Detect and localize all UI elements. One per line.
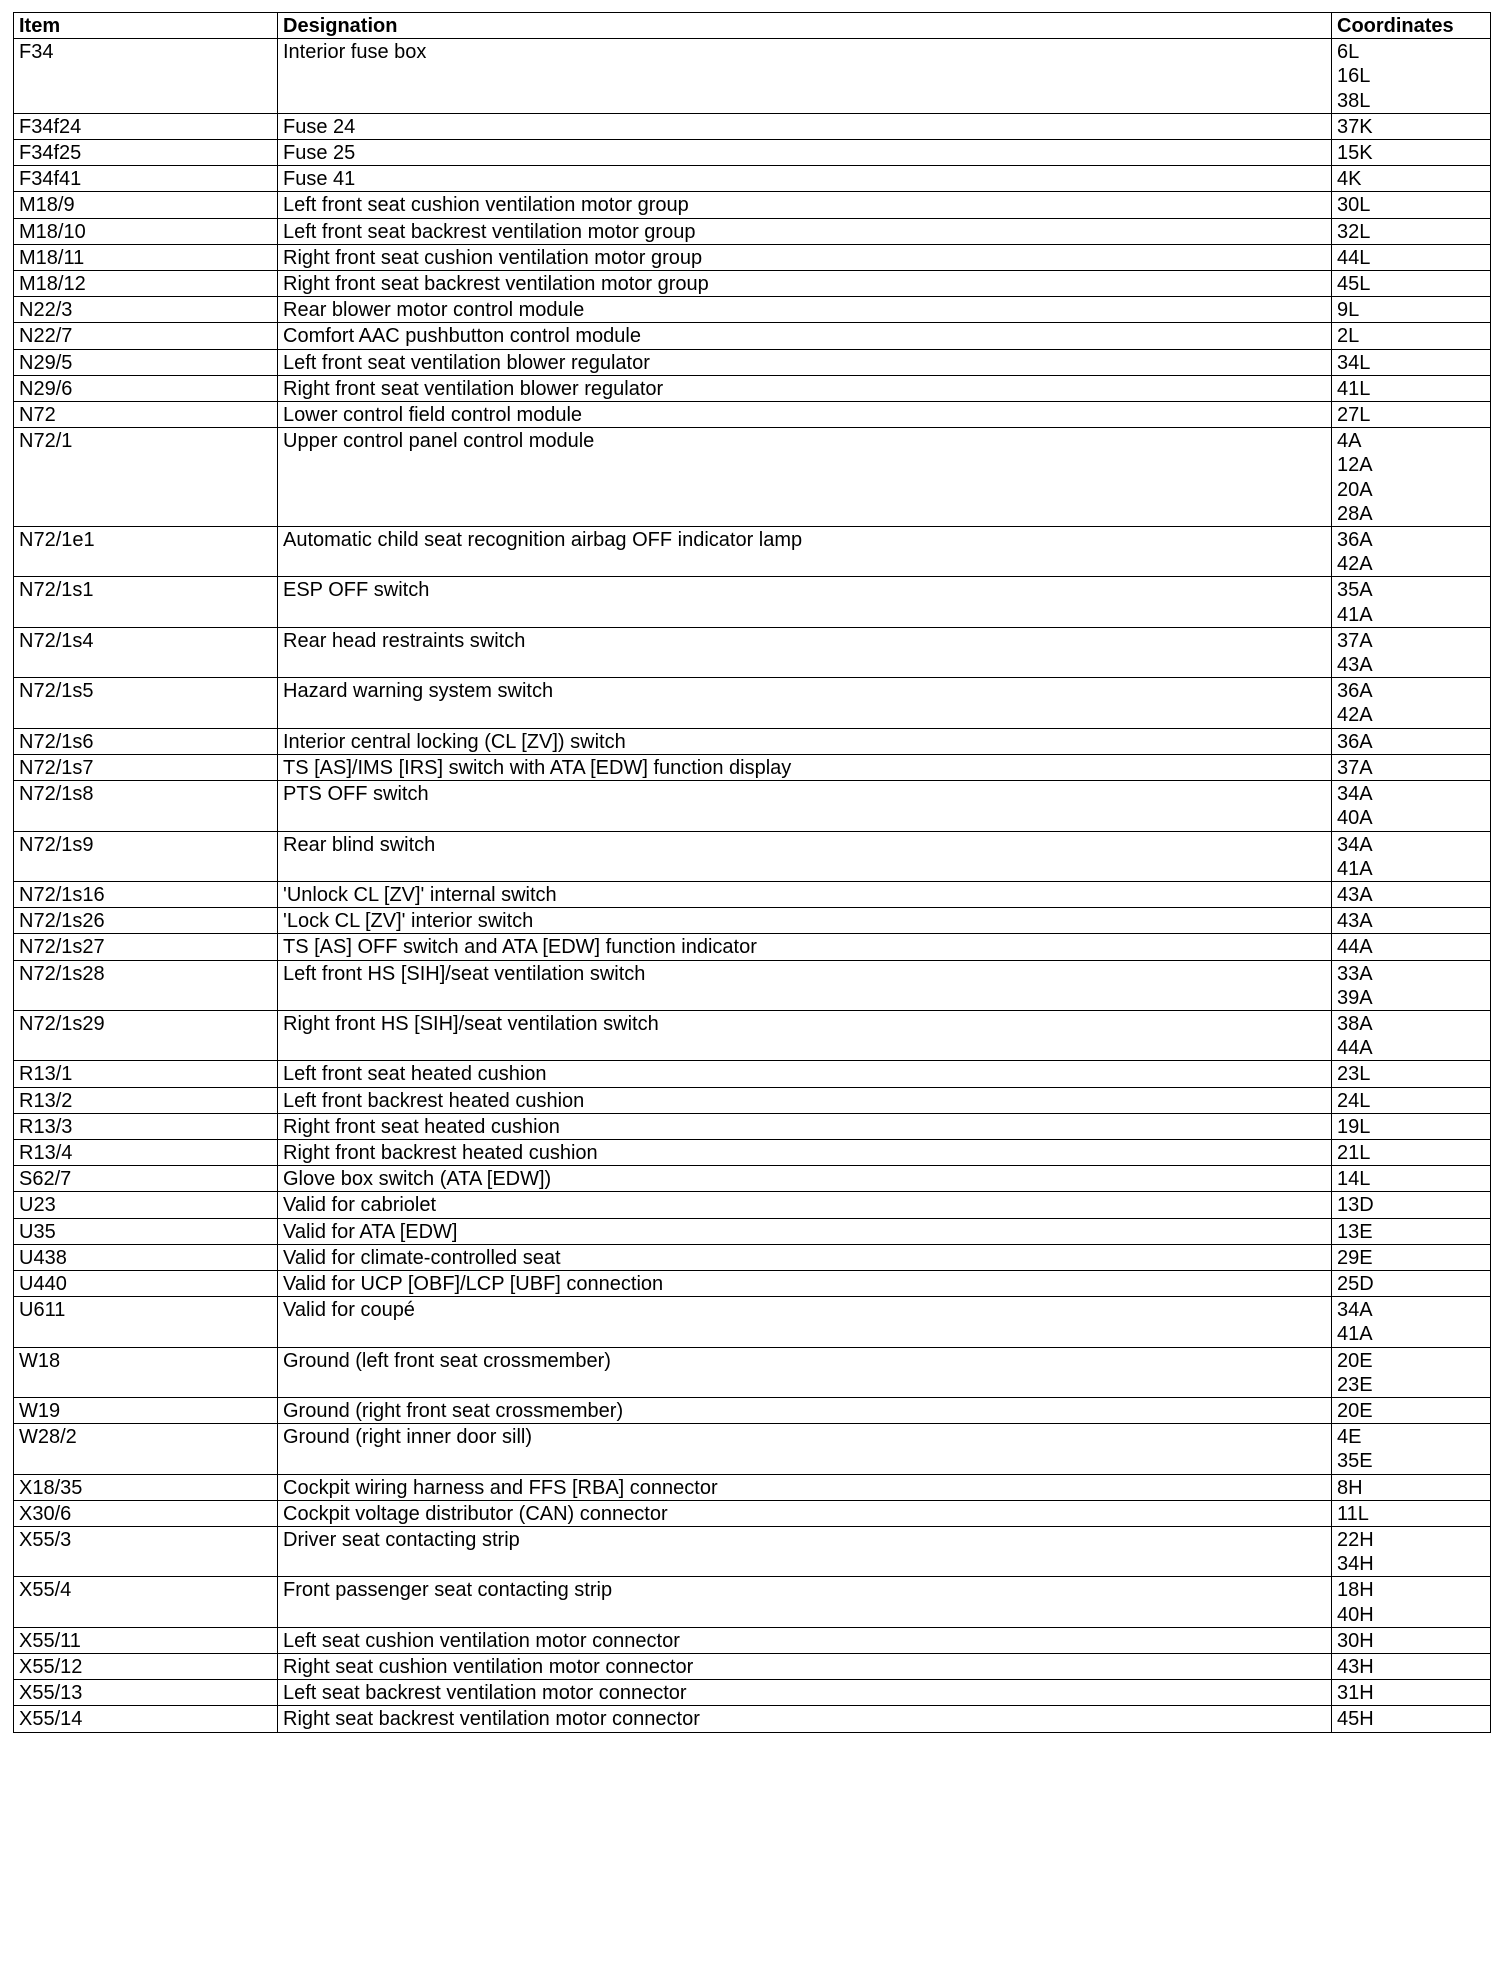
coordinates-cell: [1332, 1218, 1491, 1244]
table-row: [14, 577, 1491, 627]
table-row: [14, 934, 1491, 960]
coordinate-value: 19L: [1337, 1115, 1371, 1138]
item-cell: M18/12: [14, 271, 278, 297]
designation-cell: Automatic child seat recognition airbag OFF indicator lamp: [278, 527, 1332, 577]
table-row: [14, 375, 1491, 401]
item-cell: N29/5: [14, 349, 278, 375]
coordinate-value: 34A: [1337, 1299, 1373, 1322]
coordinates-cell: [1332, 1654, 1491, 1680]
item-cell: N22/3: [14, 297, 278, 323]
item-cell: U440: [14, 1270, 278, 1296]
coordinates-cell: [1332, 781, 1491, 831]
coordinate-value: 23L: [1337, 1063, 1371, 1086]
coordinates-cell: [1332, 1087, 1491, 1113]
table-row: [14, 678, 1491, 728]
component-legend-table: [13, 12, 1491, 1733]
coordinate-value: 35A: [1337, 579, 1373, 602]
table-row: [14, 1218, 1491, 1244]
table-body: [14, 39, 1491, 1732]
table-row: [14, 428, 1491, 527]
designation-cell: 'Lock CL [ZV]' interior switch: [278, 908, 1332, 934]
table-row: [14, 1706, 1491, 1732]
item-cell: W28/2: [14, 1424, 278, 1474]
item-cell: N72/1e1: [14, 527, 278, 577]
item-cell: X18/35: [14, 1474, 278, 1500]
coordinate-value: 42A: [1337, 704, 1373, 727]
table-row: [14, 1526, 1491, 1576]
designation-cell: ESP OFF switch: [278, 577, 1332, 627]
coordinate-value: 42A: [1337, 553, 1373, 576]
item-cell: W19: [14, 1397, 278, 1423]
coordinates-cell: [1332, 527, 1491, 577]
item-cell: X55/14: [14, 1706, 278, 1732]
coordinate-value: 40H: [1337, 1603, 1374, 1626]
table-row: [14, 1139, 1491, 1165]
coordinate-value: 15K: [1337, 142, 1373, 165]
table-row: [14, 1424, 1491, 1474]
table-row: [14, 271, 1491, 297]
table-row: [14, 218, 1491, 244]
coordinate-value: 38A: [1337, 1012, 1373, 1035]
item-cell: N72/1s6: [14, 728, 278, 754]
designation-cell: Left front HS [SIH]/seat ventilation switch: [278, 960, 1332, 1010]
coordinates-cell: [1332, 1526, 1491, 1576]
coordinates-cell: [1332, 1500, 1491, 1526]
coordinate-value: 14L: [1337, 1168, 1371, 1191]
designation-cell: Ground (left front seat crossmember): [278, 1347, 1332, 1397]
coordinate-value: 25D: [1337, 1272, 1374, 1295]
coordinates-cell: [1332, 577, 1491, 627]
coordinates-cell: [1332, 140, 1491, 166]
coordinate-value: 4A: [1337, 430, 1362, 453]
table-row: [14, 1061, 1491, 1087]
coordinate-value: 9L: [1337, 299, 1360, 322]
designation-cell: Interior fuse box: [278, 39, 1332, 114]
coordinates-cell: [1332, 1577, 1491, 1627]
coordinate-value: 29E: [1337, 1246, 1373, 1269]
coordinate-value: 45H: [1337, 1708, 1374, 1731]
designation-cell: Cockpit wiring harness and FFS [RBA] connector: [278, 1474, 1332, 1500]
designation-cell: Right front seat ventilation blower regulator: [278, 375, 1332, 401]
designation-cell: Valid for coupé: [278, 1297, 1332, 1347]
item-cell: F34: [14, 39, 278, 114]
coordinate-value: 41A: [1337, 1323, 1373, 1346]
item-cell: R13/4: [14, 1139, 278, 1165]
item-cell: U35: [14, 1218, 278, 1244]
coordinate-value: 36A: [1337, 730, 1373, 753]
table-row: [14, 1010, 1491, 1060]
item-cell: F34f41: [14, 166, 278, 192]
item-cell: R13/1: [14, 1061, 278, 1087]
designation-cell: Left front backrest heated cushion: [278, 1087, 1332, 1113]
item-cell: N72/1s26: [14, 908, 278, 934]
coordinate-value: 32L: [1337, 220, 1371, 243]
coordinate-value: 34L: [1337, 351, 1371, 374]
designation-cell: Rear blower motor control module: [278, 297, 1332, 323]
coordinates-cell: [1332, 1061, 1491, 1087]
coordinates-cell: [1332, 754, 1491, 780]
coordinate-value: 16L: [1337, 65, 1371, 88]
table-row: [14, 1166, 1491, 1192]
coordinates-cell: [1332, 1680, 1491, 1706]
designation-cell: Comfort AAC pushbutton control module: [278, 323, 1332, 349]
table-row: [14, 323, 1491, 349]
coordinate-value: 28A: [1337, 502, 1373, 525]
coordinates-cell: [1332, 1139, 1491, 1165]
designation-cell: Valid for climate-controlled seat: [278, 1244, 1332, 1270]
table-row: [14, 960, 1491, 1010]
table-row: [14, 781, 1491, 831]
item-cell: N22/7: [14, 323, 278, 349]
table-row: [14, 1627, 1491, 1653]
table-row: [14, 402, 1491, 428]
item-cell: X55/11: [14, 1627, 278, 1653]
coordinates-cell: [1332, 218, 1491, 244]
coordinate-value: 13D: [1337, 1194, 1374, 1217]
designation-cell: Left front seat backrest ventilation motor group: [278, 218, 1332, 244]
coordinate-value: 6L: [1337, 41, 1360, 64]
coordinate-value: 36A: [1337, 680, 1373, 703]
coordinates-cell: [1332, 831, 1491, 881]
designation-cell: Left front seat cushion ventilation motor group: [278, 192, 1332, 218]
designation-cell: Right front HS [SIH]/seat ventilation switch: [278, 1010, 1332, 1060]
coordinates-cell: [1332, 166, 1491, 192]
item-cell: X30/6: [14, 1500, 278, 1526]
coordinates-cell: [1332, 1166, 1491, 1192]
designation-cell: Interior central locking (CL [ZV]) switch: [278, 728, 1332, 754]
coordinate-value: 22H: [1337, 1528, 1374, 1551]
coordinate-value: 13E: [1337, 1220, 1373, 1243]
table-row: [14, 627, 1491, 677]
coordinate-value: 44A: [1337, 1037, 1373, 1060]
item-cell: N72/1s28: [14, 960, 278, 1010]
table-row: [14, 1113, 1491, 1139]
item-cell: N72/1s27: [14, 934, 278, 960]
coordinate-value: 43H: [1337, 1656, 1374, 1678]
designation-cell: Ground (right inner door sill): [278, 1424, 1332, 1474]
coordinate-value: 33A: [1337, 962, 1373, 985]
table-row: [14, 166, 1491, 192]
coordinates-cell: [1332, 1270, 1491, 1296]
coordinates-cell: [1332, 39, 1491, 114]
coordinate-value: 37A: [1337, 756, 1373, 779]
designation-cell: Front passenger seat contacting strip: [278, 1577, 1332, 1627]
coordinate-value: 41A: [1337, 603, 1373, 626]
coordinate-value: 21L: [1337, 1141, 1371, 1164]
coordinate-value: 20E: [1337, 1349, 1373, 1372]
coordinate-value: 8H: [1337, 1476, 1363, 1499]
header-designation: Designation: [278, 13, 1332, 39]
item-cell: U611: [14, 1297, 278, 1347]
coordinates-cell: [1332, 1706, 1491, 1732]
coordinate-value: 31H: [1337, 1682, 1374, 1705]
item-cell: U438: [14, 1244, 278, 1270]
table-row: [14, 113, 1491, 139]
coordinate-value: 38L: [1337, 89, 1371, 112]
table-row: [14, 1192, 1491, 1218]
designation-cell: Left seat cushion ventilation motor connector: [278, 1627, 1332, 1653]
designation-cell: Glove box switch (ATA [EDW]): [278, 1166, 1332, 1192]
coordinates-cell: [1332, 1244, 1491, 1270]
designation-cell: Fuse 25: [278, 140, 1332, 166]
designation-cell: Right front backrest heated cushion: [278, 1139, 1332, 1165]
coordinates-cell: [1332, 728, 1491, 754]
table-row: [14, 1654, 1491, 1680]
designation-cell: Valid for ATA [EDW]: [278, 1218, 1332, 1244]
table-row: [14, 1244, 1491, 1270]
table-row: [14, 1577, 1491, 1627]
coordinates-cell: [1332, 1010, 1491, 1060]
coordinate-value: 39A: [1337, 986, 1373, 1009]
coordinate-value: 34H: [1337, 1553, 1374, 1576]
coordinates-cell: [1332, 1397, 1491, 1423]
coordinate-value: 41L: [1337, 377, 1371, 400]
coordinates-cell: [1332, 1627, 1491, 1653]
coordinate-value: 43A: [1337, 883, 1373, 906]
coordinate-value: 41A: [1337, 857, 1373, 880]
coordinate-value: 35E: [1337, 1450, 1373, 1473]
table-row: [14, 192, 1491, 218]
table-row: [14, 754, 1491, 780]
coordinates-cell: [1332, 192, 1491, 218]
coordinates-cell: [1332, 349, 1491, 375]
designation-cell: Right seat backrest ventilation motor connector: [278, 1706, 1332, 1732]
coordinates-cell: [1332, 1113, 1491, 1139]
coordinates-cell: [1332, 908, 1491, 934]
table-row: [14, 527, 1491, 577]
designation-cell: 'Unlock CL [ZV]' internal switch: [278, 881, 1332, 907]
item-cell: F34f25: [14, 140, 278, 166]
designation-cell: TS [AS] OFF switch and ATA [EDW] function indicator: [278, 934, 1332, 960]
item-cell: N72: [14, 402, 278, 428]
coordinates-cell: [1332, 1347, 1491, 1397]
coordinate-value: 43A: [1337, 654, 1373, 677]
designation-cell: Fuse 24: [278, 113, 1332, 139]
table-row: [14, 728, 1491, 754]
coordinate-value: 30H: [1337, 1629, 1374, 1652]
designation-cell: Cockpit voltage distributor (CAN) connector: [278, 1500, 1332, 1526]
designation-cell: Ground (right front seat crossmember): [278, 1397, 1332, 1423]
header-coordinates: Coordinates: [1332, 13, 1491, 39]
table-row: [14, 244, 1491, 270]
coordinates-cell: [1332, 960, 1491, 1010]
coordinate-value: 4E: [1337, 1426, 1362, 1449]
table-row: [14, 140, 1491, 166]
coordinate-value: 34A: [1337, 783, 1373, 806]
table-row: [14, 1297, 1491, 1347]
coordinate-value: 27L: [1337, 404, 1371, 427]
coordinate-value: 12A: [1337, 454, 1373, 477]
item-cell: N72/1s29: [14, 1010, 278, 1060]
designation-cell: Rear blind switch: [278, 831, 1332, 881]
designation-cell: Left seat backrest ventilation motor connector: [278, 1680, 1332, 1706]
coordinate-value: 45L: [1337, 273, 1371, 296]
designation-cell: Right front seat backrest ventilation motor group: [278, 271, 1332, 297]
coordinate-value: 37K: [1337, 115, 1373, 138]
coordinates-cell: [1332, 934, 1491, 960]
item-cell: N72/1s4: [14, 627, 278, 677]
coordinate-value: 30L: [1337, 194, 1371, 217]
coordinate-value: 23E: [1337, 1373, 1373, 1396]
designation-cell: Rear head restraints switch: [278, 627, 1332, 677]
designation-cell: Left front seat ventilation blower regulator: [278, 349, 1332, 375]
coordinates-cell: [1332, 113, 1491, 139]
designation-cell: PTS OFF switch: [278, 781, 1332, 831]
coordinates-cell: [1332, 244, 1491, 270]
item-cell: N72/1s5: [14, 678, 278, 728]
designation-cell: Valid for cabriolet: [278, 1192, 1332, 1218]
coordinates-cell: [1332, 323, 1491, 349]
coordinate-value: 2L: [1337, 325, 1360, 348]
designation-cell: Hazard warning system switch: [278, 678, 1332, 728]
coordinate-value: 20E: [1337, 1399, 1373, 1422]
coordinate-value: 24L: [1337, 1089, 1371, 1112]
coordinates-cell: [1332, 627, 1491, 677]
table-row: [14, 1087, 1491, 1113]
item-cell: N72/1s16: [14, 881, 278, 907]
coordinate-value: 36A: [1337, 529, 1373, 552]
item-cell: X55/4: [14, 1577, 278, 1627]
table-row: [14, 349, 1491, 375]
item-cell: F34f24: [14, 113, 278, 139]
item-cell: N72/1: [14, 428, 278, 527]
item-cell: X55/12: [14, 1654, 278, 1680]
coordinates-cell: [1332, 402, 1491, 428]
designation-cell: Upper control panel control module: [278, 428, 1332, 527]
item-cell: U23: [14, 1192, 278, 1218]
coordinates-cell: [1332, 271, 1491, 297]
header-item: Item: [14, 13, 278, 39]
table-row: [14, 908, 1491, 934]
table-row: [14, 1474, 1491, 1500]
coordinate-value: 18H: [1337, 1579, 1374, 1602]
designation-cell: Fuse 41: [278, 166, 1332, 192]
item-cell: M18/9: [14, 192, 278, 218]
designation-cell: Driver seat contacting strip: [278, 1526, 1332, 1576]
coordinate-value: 40A: [1337, 807, 1373, 830]
coordinate-value: 4K: [1337, 168, 1362, 191]
designation-cell: Right seat cushion ventilation motor connector: [278, 1654, 1332, 1680]
item-cell: N29/6: [14, 375, 278, 401]
coordinate-value: 37A: [1337, 629, 1373, 652]
coordinates-cell: [1332, 881, 1491, 907]
table-row: [14, 1680, 1491, 1706]
table-row: [14, 881, 1491, 907]
item-cell: N72/1s7: [14, 754, 278, 780]
coordinate-value: 44A: [1337, 936, 1373, 959]
designation-cell: Valid for UCP [OBF]/LCP [UBF] connection: [278, 1270, 1332, 1296]
designation-cell: Left front seat heated cushion: [278, 1061, 1332, 1087]
item-cell: R13/2: [14, 1087, 278, 1113]
coordinates-cell: [1332, 1424, 1491, 1474]
table-row: [14, 831, 1491, 881]
designation-cell: Right front seat heated cushion: [278, 1113, 1332, 1139]
item-cell: R13/3: [14, 1113, 278, 1139]
table-row: [14, 1397, 1491, 1423]
item-cell: M18/10: [14, 218, 278, 244]
item-cell: N72/1s9: [14, 831, 278, 881]
item-cell: X55/13: [14, 1680, 278, 1706]
coordinates-cell: [1332, 428, 1491, 527]
coordinate-value: 11L: [1337, 1502, 1369, 1525]
coordinates-cell: [1332, 375, 1491, 401]
table-row: [14, 1500, 1491, 1526]
item-cell: S62/7: [14, 1166, 278, 1192]
coordinate-value: 43A: [1337, 910, 1373, 933]
table-row: [14, 39, 1491, 114]
item-cell: X55/3: [14, 1526, 278, 1576]
table-row: [14, 1347, 1491, 1397]
designation-cell: Lower control field control module: [278, 402, 1332, 428]
table-row: [14, 297, 1491, 323]
designation-cell: TS [AS]/IMS [IRS] switch with ATA [EDW] function display: [278, 754, 1332, 780]
item-cell: N72/1s8: [14, 781, 278, 831]
coordinate-value: 44L: [1337, 246, 1371, 269]
coordinates-cell: [1332, 1474, 1491, 1500]
designation-cell: Right front seat cushion ventilation motor group: [278, 244, 1332, 270]
item-cell: N72/1s1: [14, 577, 278, 627]
header-row: [14, 13, 1491, 39]
coordinates-cell: [1332, 678, 1491, 728]
coordinate-value: 34A: [1337, 833, 1373, 856]
coordinates-cell: [1332, 1192, 1491, 1218]
coordinates-cell: [1332, 297, 1491, 323]
table-row: [14, 1270, 1491, 1296]
coordinates-cell: [1332, 1297, 1491, 1347]
coordinate-value: 20A: [1337, 478, 1373, 501]
item-cell: W18: [14, 1347, 278, 1397]
item-cell: M18/11: [14, 244, 278, 270]
